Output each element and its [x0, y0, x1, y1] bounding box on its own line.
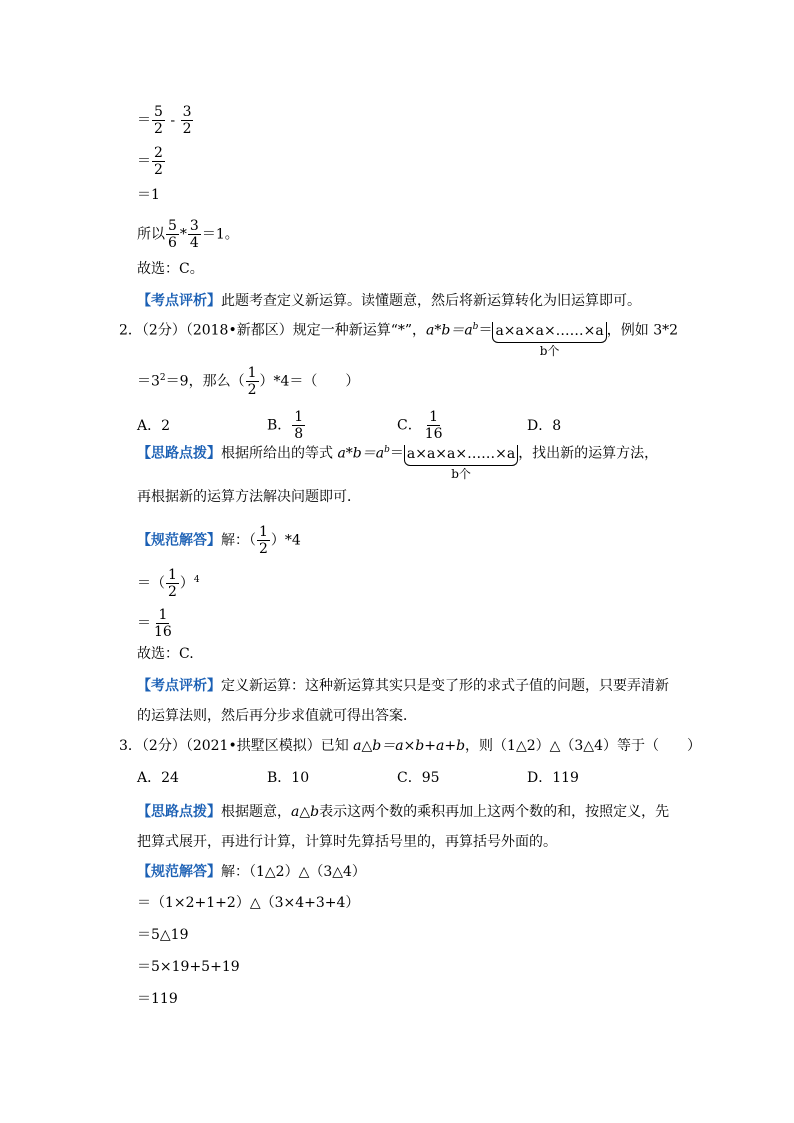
option-label: B．: [267, 417, 292, 434]
numerator: 5: [154, 104, 163, 120]
option-d[interactable]: [527, 417, 657, 435]
fraction: [166, 218, 179, 251]
question-2-stem-line-2: [137, 365, 359, 398]
numerator: 1: [294, 409, 304, 425]
hint-line-2: 把算式展开，再进行计算，计算时先算括号里的，再算括号外面的。: [137, 834, 557, 850]
numerator: 2: [154, 145, 163, 161]
option-a[interactable]: A．24: [137, 770, 179, 786]
operation-definition: a*b＝a: [426, 322, 473, 339]
hint-text: 根据所给出的等式: [221, 445, 338, 462]
conclusion-result: ＝1。: [201, 226, 239, 243]
numerator: 1: [429, 409, 439, 425]
superscript: b: [472, 322, 479, 332]
analysis-line: [137, 677, 669, 695]
example-text: ，例如 3*2: [606, 322, 679, 339]
hint-tag: 【思路点拨】: [137, 445, 221, 462]
denominator: 16: [154, 624, 172, 640]
numerator: 3: [189, 218, 199, 234]
brace-body: a×a×a×……×a: [492, 322, 606, 343]
question-ask: ）*4＝（ ）: [259, 373, 360, 390]
minus-sign: -: [165, 112, 180, 129]
example-base: ＝3: [137, 373, 160, 390]
question-number: 2．（2分）（2018•新都区）规定一种新运算“*”，: [119, 322, 427, 339]
solution-step-1: ＝（1×2+1+2）△（3×4+3+4）: [137, 895, 360, 911]
superscript: 4: [193, 574, 200, 585]
superscript: 2: [159, 372, 166, 383]
operator: *: [179, 226, 187, 243]
equals-sign: ＝: [137, 153, 151, 170]
underbrace: [404, 445, 518, 481]
question-3-stem: [119, 737, 701, 755]
answer-choice-line: 故选：C.: [137, 646, 194, 662]
step-prefix: ＝（: [137, 575, 165, 592]
equals-sign: ＝: [137, 112, 151, 129]
fraction: [257, 524, 270, 557]
option-c[interactable]: [397, 409, 527, 442]
brace-label: b个: [451, 466, 471, 481]
numerator: 1: [259, 524, 268, 540]
fraction: [292, 409, 305, 442]
conclusion-prefix: 所以: [137, 226, 165, 243]
question-3-options: [137, 769, 657, 787]
fraction: [166, 567, 179, 600]
option-b[interactable]: [267, 409, 397, 442]
hint-text: 表示这两个数的乘积再加上这两个数的和，按照定义，先: [319, 804, 670, 820]
denominator: 2: [259, 541, 268, 557]
numerator: 1: [168, 567, 177, 583]
solution-step-4: ＝119: [137, 991, 178, 1007]
step-line-2: [137, 145, 166, 178]
numerator: 3: [182, 104, 192, 120]
option-label: C．: [397, 417, 422, 434]
equals-sign: ＝: [389, 445, 404, 462]
fraction: [188, 218, 201, 251]
option-d[interactable]: D．119: [527, 770, 579, 786]
question-number: 3．（2分）（2021•拱墅区模拟）已知: [119, 738, 354, 754]
denominator: 6: [168, 235, 177, 251]
hint-line-2: 再根据新的运算方法解决问题即可．: [137, 489, 361, 505]
hint-line: [137, 803, 669, 821]
step-end: ）: [179, 575, 194, 592]
fraction: [246, 365, 259, 398]
brace-label: b个: [539, 343, 560, 358]
operation-definition: a*b＝a: [337, 445, 385, 462]
underbrace: [492, 322, 606, 358]
analysis-text: 此题考查定义新运算。读懂题意，然后将新运算转化为旧运算即可。: [221, 293, 641, 309]
solution-line: [137, 524, 301, 557]
operation-definition: a△b＝a×b+a+b: [353, 738, 466, 754]
denominator: 2: [182, 121, 192, 137]
superscript: b: [384, 445, 390, 455]
solution-step-2: ＝5△19: [137, 927, 189, 943]
analysis-text: 定义新运算：这种新运算其实只是变了形的求式子值的问题，只要弄清新: [221, 678, 669, 694]
hint-tag: 【思路点拨】: [137, 804, 221, 820]
analysis-line: [137, 292, 641, 310]
numerator: 1: [247, 365, 257, 381]
analysis-line-2: 的运算法则，然后再分步求值就可得出答案．: [137, 708, 417, 724]
denominator: 16: [424, 426, 443, 442]
fraction: [152, 104, 165, 137]
fraction: [423, 409, 445, 442]
question-2-stem: [119, 318, 679, 358]
option-b[interactable]: B．10: [267, 770, 310, 786]
solution-tag: 【规范解答】: [137, 864, 221, 880]
answer-choice-line: 故选：C。: [137, 261, 204, 277]
hint-prefix: 根据题意，: [221, 804, 291, 820]
step-line-3: ＝1: [137, 187, 160, 203]
analysis-tag: 【考点评析】: [137, 678, 221, 694]
denominator: 2: [247, 382, 257, 398]
conclusion-line: [137, 218, 239, 251]
solution-step-2: [137, 607, 175, 640]
solution-text: 解：（: [221, 532, 256, 549]
example-result: ＝9，那么（: [165, 373, 245, 390]
option-label: D．8: [527, 417, 562, 434]
fraction: [152, 607, 174, 640]
option-c[interactable]: C．95: [397, 770, 440, 786]
solution-end: ）*4: [270, 532, 301, 549]
denominator: 8: [294, 426, 304, 442]
numerator: 5: [168, 218, 177, 234]
fraction: [152, 145, 165, 178]
denominator: 4: [189, 235, 199, 251]
hint-tail: ，找出新的运算方法，: [518, 445, 659, 462]
question-2-options: [137, 409, 657, 442]
denominator: 2: [154, 121, 163, 137]
denominator: 2: [168, 584, 177, 600]
solution-step-1: [137, 567, 200, 600]
option-a[interactable]: [137, 417, 267, 435]
step-line-1: [137, 104, 194, 137]
analysis-tag: 【考点评析】: [137, 293, 221, 309]
numerator: 1: [158, 607, 168, 623]
operation-expression: a△b: [291, 804, 320, 820]
option-label: A．2: [137, 417, 171, 434]
question-ask: ，则（1△2）△（3△4）等于（ ）: [465, 738, 701, 754]
denominator: 2: [154, 162, 163, 178]
equals-sign: ＝: [137, 615, 151, 632]
solution-tag: 【规范解答】: [137, 532, 221, 549]
solution-text: 解：（1△2）△（3△4）: [221, 864, 366, 880]
hint-line: [137, 441, 659, 481]
solution-step-3: ＝5×19+5+19: [137, 959, 240, 975]
brace-body: a×a×a×……×a: [404, 445, 518, 466]
solution-line: [137, 863, 366, 881]
fraction: [181, 104, 194, 137]
equals-sign: ＝: [478, 322, 493, 339]
